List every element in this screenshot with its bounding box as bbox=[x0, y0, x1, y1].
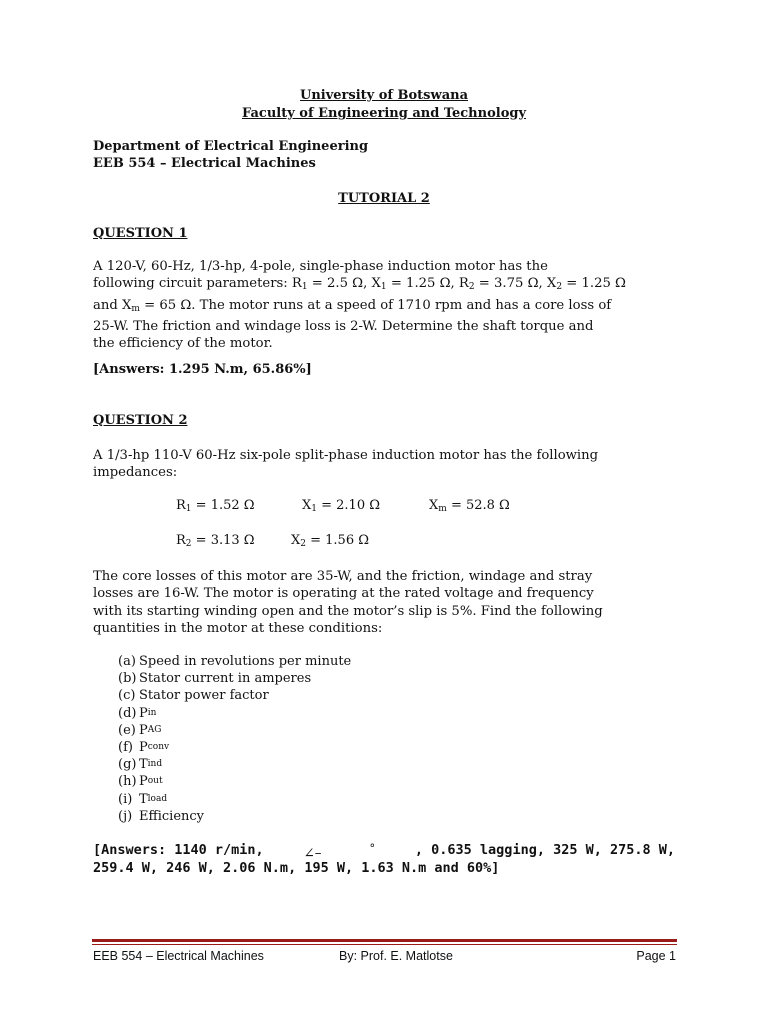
university-title: University of Botswana bbox=[299, 88, 468, 103]
q1-line: A 120-V, 60-Hz, 1/3-hp, 4-pole, single-phase induction motor has the bbox=[93, 259, 548, 274]
faculty-title: Faculty of Engineering and Technology bbox=[241, 106, 527, 121]
footer-rule bbox=[92, 939, 677, 942]
q2-line: losses are 16-W. The motor is operating at the rated voltage and frequency bbox=[93, 586, 594, 602]
course-name: EEB 554 – Electrical Machines bbox=[93, 156, 316, 171]
impedance-r1: $R_1 = 1.52$ Ω bbox=[176, 498, 255, 514]
list-item: (d) P in bbox=[118, 705, 157, 721]
q2-line: The core losses of this motor are 35-W, and the friction, windage and stray bbox=[93, 569, 593, 584]
question-2-intro bbox=[93, 447, 675, 482]
department-name: Department of Electrical Engineering bbox=[93, 139, 369, 154]
list-item: (i) T load bbox=[118, 791, 168, 807]
q1-line: following circuit parameters: $R_1 = 2.5$ Ω, $X_1 = 1.25$ Ω, $R_2 = 3.75$ Ω, $X_2 = 1.25$ Ω bbox=[93, 276, 626, 293]
impedance-x2: $X_2 = 1.56$ Ω bbox=[291, 533, 370, 549]
footer-rule bbox=[92, 944, 677, 945]
impedance-xm: $X_m = 52.8$ Ω bbox=[429, 498, 510, 514]
list-item: (h) P out bbox=[118, 774, 163, 790]
list-item: (c) Stator power factor bbox=[118, 688, 269, 704]
impedance-r2: $R_2 = 3.13$ Ω bbox=[176, 533, 255, 549]
list-item: (e) P AG bbox=[118, 722, 162, 738]
footer-author: By: Prof. E. Matlotse bbox=[339, 949, 453, 963]
q2-line: A 1/3-hp 110-V 60-Hz six-pole split-phase induction motor has the following bbox=[93, 448, 599, 463]
footer-page-number: Page 1 bbox=[636, 949, 676, 963]
list-item: (g) T ind bbox=[118, 757, 163, 773]
q1-line: and $X_m = 65$ Ω. The motor runs at a speed of 1710 rpm and has a core loss of bbox=[93, 297, 612, 314]
angle-symbol: ∠– bbox=[303, 845, 322, 862]
question-1-text bbox=[93, 258, 675, 352]
degree-symbol: ° bbox=[369, 842, 376, 855]
q2-line: with its starting winding open and the motor’s slip is 5%. Find the following bbox=[93, 603, 603, 619]
list-item: (f) P conv bbox=[118, 740, 170, 756]
question-2-text bbox=[93, 568, 675, 637]
list-item: (j) Efficiency bbox=[118, 808, 205, 824]
q2-line: impedances: bbox=[93, 465, 178, 481]
q2-line: quantities in the motor at these conditions: bbox=[93, 620, 383, 636]
answers-part: [Answers: 1140 r/min, bbox=[93, 842, 264, 858]
answers-part: , 0.635 lagging, 325 W, 275.8 W, bbox=[414, 842, 675, 858]
question-1-title: QUESTION 1 bbox=[93, 226, 188, 241]
question-1-answers: [Answers: 1.295 N.m, 65.86%] bbox=[93, 362, 312, 377]
list-item: (a) Speed in revolutions per minute bbox=[118, 654, 352, 669]
question-2-list bbox=[118, 653, 351, 825]
tutorial-title: TUTORIAL 2 bbox=[338, 191, 430, 206]
q1-line: 25-W. The friction and windage loss is 2-W. Determine the shaft torque and bbox=[93, 318, 594, 334]
impedance-x1: $X_1 = 2.10$ Ω bbox=[302, 498, 381, 514]
question-2-answers-line-1 bbox=[93, 842, 675, 862]
question-2-title: QUESTION 2 bbox=[93, 413, 188, 428]
list-item: (b) Stator current in amperes bbox=[118, 671, 312, 687]
q1-line: the efficiency of the motor. bbox=[93, 336, 273, 352]
angle-expression bbox=[303, 842, 375, 862]
question-2-answers-line-2: 259.4 W, 246 W, 2.06 N.m, 195 W, 1.63 N.m and 60%] bbox=[93, 860, 500, 876]
footer-course: EEB 554 – Electrical Machines bbox=[93, 949, 264, 963]
